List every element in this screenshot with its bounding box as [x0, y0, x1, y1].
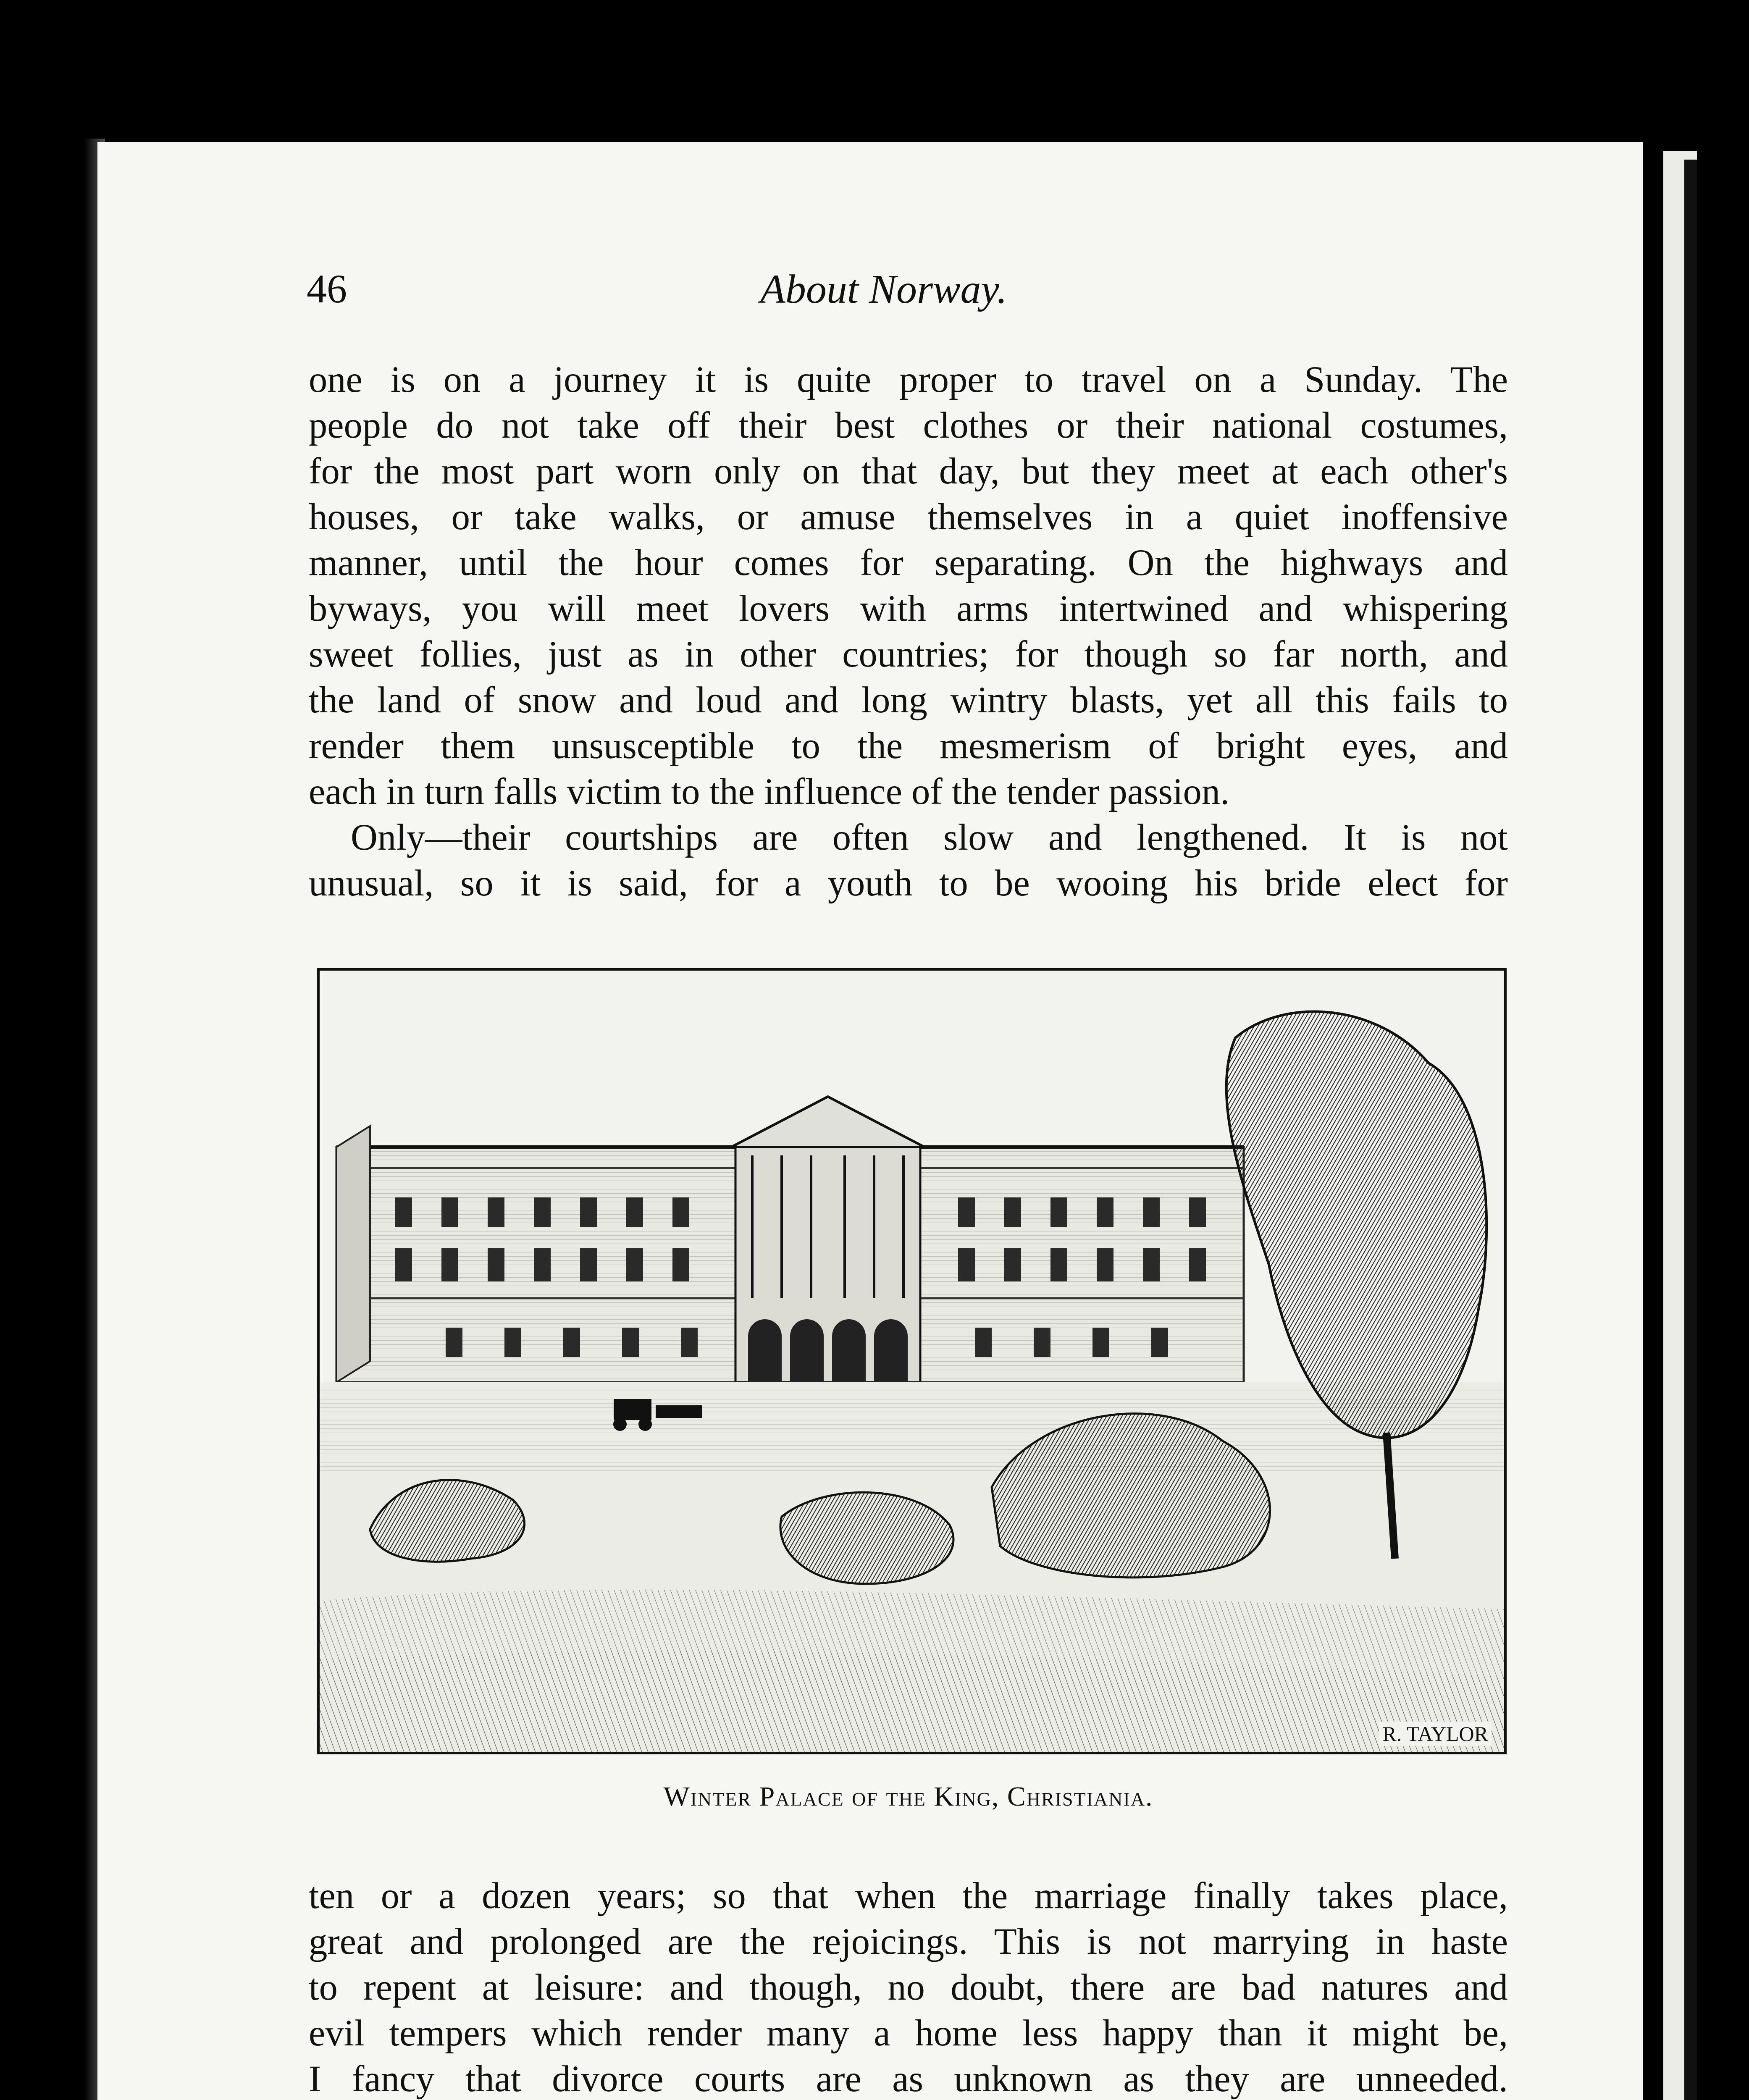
text-line: byways, you will meet lovers with arms intertwined and whispering: [309, 588, 1508, 629]
text-line: sweet follies, just as in other countries; for though so far north, and: [309, 634, 1508, 675]
text-line: to repent at leisure: and though, no doubt, there are bad natures and: [309, 1967, 1508, 2008]
paragraph-1: [309, 357, 1508, 815]
next-page-shadow: [1684, 160, 1697, 2100]
engraving-winter-palace: [317, 968, 1507, 1754]
text-line: Only—their courtships are often slow and lengthened. It is not: [351, 817, 1508, 858]
text-line: houses, or take walks, or amuse themselves in a quiet inoffensive: [309, 496, 1508, 538]
text-line: ten or a dozen years; so that when the marriage finally takes place,: [309, 1875, 1508, 1916]
text-line: for the most part worn only on that day, but they meet at each other's: [309, 451, 1508, 492]
engraving-image: [320, 971, 1504, 1752]
text-line: one is on a journey it is quite proper to travel on a Sunday. The: [309, 359, 1508, 400]
illustration-caption: Winter Palace of the King, Christiania.: [663, 1781, 1153, 1812]
page-number: 46: [307, 266, 347, 311]
engraver-signature: R. TAYLOR: [1379, 1722, 1492, 1746]
text-line: each in turn falls victim to the influence of the tender passion.: [309, 771, 1230, 812]
text-line: unusual, so it is said, for a youth to be wooing his bride elect for: [309, 863, 1508, 904]
text-line: evil tempers which render many a home less happy than it might be,: [309, 2013, 1508, 2054]
text-line: people do not take off their best clothes or their national costumes,: [309, 405, 1508, 446]
text-line: great and prolonged are the rejoicings. This is not marrying in haste: [309, 1921, 1508, 1962]
text-line: manner, until the hour comes for separating. On the highways and: [309, 542, 1508, 583]
text-line: I fancy that divorce courts are as unknown as they are unneeded.: [309, 2058, 1508, 2100]
paragraph-2-start: [309, 815, 1508, 906]
text-line: the land of snow and loud and long wintry blasts, yet all this fails to: [309, 680, 1508, 721]
text-line: render them unsusceptible to the mesmerism of bright eyes, and: [309, 725, 1508, 766]
paragraph-2-continued: [309, 1873, 1508, 2100]
running-head: About Norway.: [760, 267, 1008, 312]
